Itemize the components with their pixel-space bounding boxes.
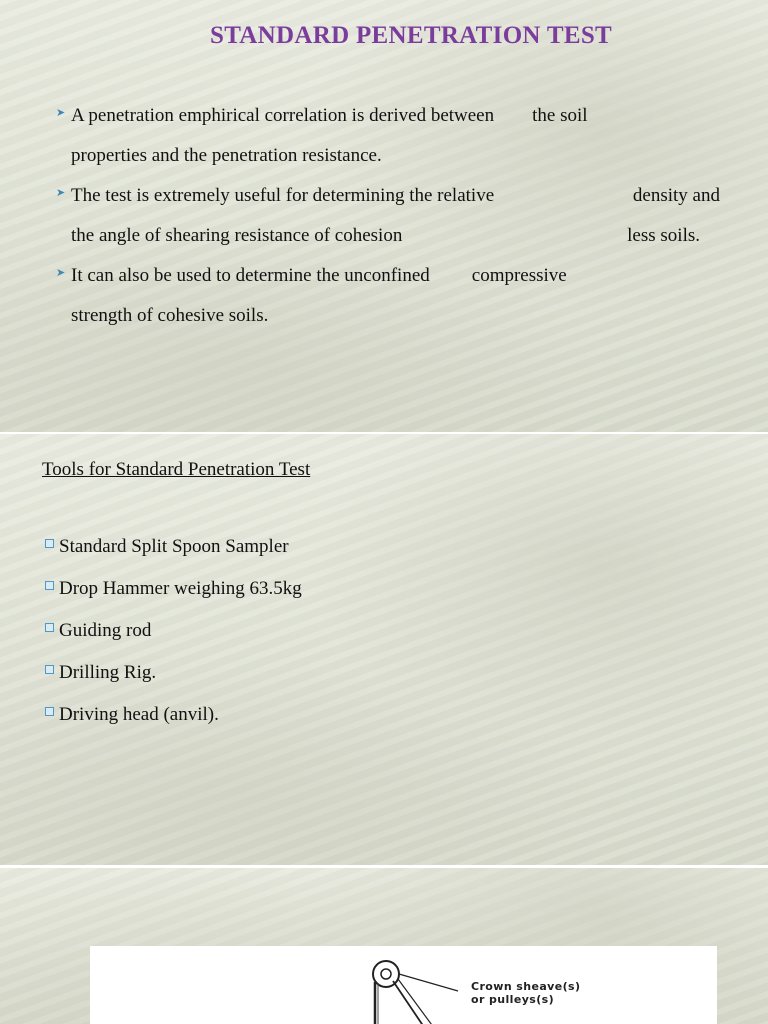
bullet-line (71, 96, 720, 136)
bullet-line: properties and the penetration resistance. (71, 145, 382, 166)
cable-line (398, 979, 440, 1024)
figure-label-line: or pulleys(s) (471, 993, 555, 1006)
crown-sheave-hub (381, 969, 391, 979)
list-item (42, 526, 302, 568)
slide-title: STANDARD PENETRATION TEST (209, 22, 613, 49)
list-item-label: Standard Split Spoon Sampler (59, 536, 289, 557)
bullet-item (54, 256, 720, 336)
arrow-right-icon: ➤ (56, 107, 66, 119)
tools-title: Tools for Standard Penetration Test (42, 459, 311, 480)
list-item (42, 694, 302, 736)
arrow-right-icon: ➤ (56, 267, 66, 279)
bullet-text: The test is extremely useful for determining the relative (71, 185, 495, 206)
rig-drawing (90, 946, 717, 1024)
bullet-item (54, 176, 720, 256)
bullet-text: the soil (532, 105, 588, 126)
arrow-right-icon: ➤ (56, 187, 66, 199)
tools-list (42, 526, 302, 736)
slide-tools (0, 434, 768, 865)
square-bullet-icon (45, 539, 54, 548)
bullet-text: the angle of shearing resistance of cohesion (71, 225, 403, 246)
bullet-item (54, 96, 720, 176)
list-item (42, 652, 302, 694)
drilling-rig-diagram (90, 946, 717, 1024)
bullet-text: compressive (471, 265, 567, 286)
bullet-line (71, 176, 720, 216)
bullet-text: It can also be used to determine the unconfined (71, 265, 430, 286)
label-leader-line (399, 974, 458, 991)
square-bullet-icon (45, 623, 54, 632)
list-item (42, 610, 302, 652)
list-item-label: Driving head (anvil). (59, 704, 219, 725)
bullet-text: less soils. (627, 225, 700, 246)
slide-standard-penetration-test (0, 0, 768, 432)
square-bullet-icon (45, 707, 54, 716)
list-item-label: Drop Hammer weighing 63.5kg (59, 578, 302, 599)
slide-drilling-rig-figure (0, 868, 768, 1024)
list-item-label: Drilling Rig. (59, 662, 157, 683)
bullet-text: density and (632, 185, 720, 206)
list-item (42, 568, 302, 610)
figure-label (471, 980, 580, 1006)
bullet-line (71, 256, 720, 296)
figure-label-line: Crown sheave(s) (471, 980, 581, 993)
bullet-line: strength of cohesive soils. (71, 305, 269, 326)
bullet-line (71, 216, 720, 256)
list-item-label: Guiding rod (59, 620, 152, 641)
bullet-text: A penetration emphirical correlation is derived between (71, 105, 495, 126)
square-bullet-icon (45, 665, 54, 674)
cable-line (393, 981, 430, 1024)
square-bullet-icon (45, 581, 54, 590)
bullet-list (54, 96, 720, 336)
